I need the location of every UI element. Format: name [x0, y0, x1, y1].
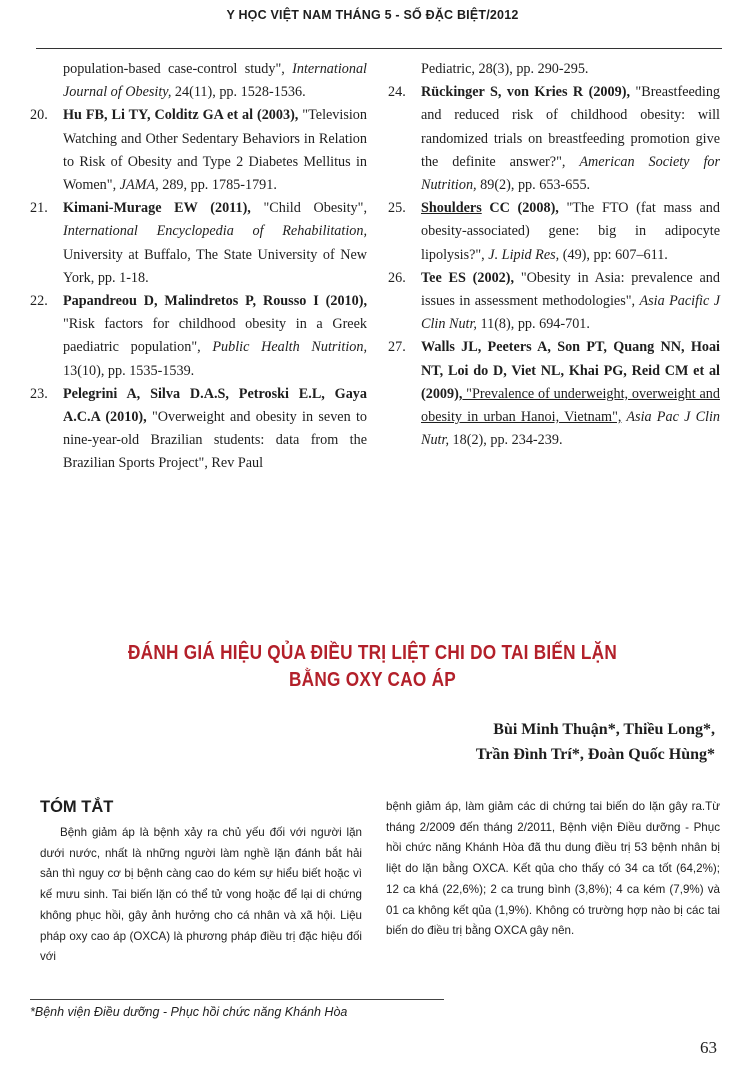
reference-number: 24.: [388, 84, 406, 101]
reference-item: 23. Pelegrini A, Silva D.A.S, Petroski E.L, Gaya A.C.A (2010), "Overweight and obesity in seven to nine-year-old Brazilian students: data from the Brazilian Sports Project", Rev Paul: [30, 383, 367, 476]
abstract-left-column: [40, 795, 362, 968]
footnote-divider: [30, 999, 444, 1000]
reference-number: 21.: [30, 200, 48, 217]
header-divider: [36, 48, 722, 49]
article-title: ĐÁNH GIÁ HIỆU QỦA ĐIỀU TRỊ LIỆT CHI DO TAI BIẾN LẶN BẰNG OXY CAO ÁP: [127, 642, 618, 691]
references-left-column: [30, 58, 367, 476]
reference-item: 20. Hu FB, Li TY, Colditz GA et al (2003), "Television Watching and Other Sedentary Behaviors in Relation to Risk of Obesity and Type 2 Diabetes Mellitus in Women", JAMA, 289, pp. 1785-1791.: [30, 104, 367, 197]
reference-item: 24. Rückinger S, von Kries R (2009), "Breastfeeding and reduced risk of childhood obesity: will randomized trials on breastfeeding promotion give the definite answer?", American Society for Nutrition, 89(2), pp. 653-655.: [388, 81, 720, 197]
reference-number: 26.: [388, 269, 406, 286]
reference-item: 22. Papandreou D, Malindretos P, Rousso I (2010), "Risk factors for childhood obesity in a Greek paediatric population", Public Health Nutrition, 13(10), pp. 1535-1539.: [30, 290, 367, 383]
references-right-column: [388, 58, 720, 452]
reference-item: Pediatric, 28(3), pp. 290-295.: [421, 61, 589, 77]
reference-item: 27. Walls JL, Peeters A, Son PT, Quang NN, Hoai NT, Loi do D, Viet NL, Khai PG, Reid CM et al (2009), "Prevalence of underweight, overweight and obesity in urban Hanoi, Vietnam", Asia Pac J Clin Nutr, 18(2), pp. 234-239.: [388, 336, 720, 452]
page-number: 63: [700, 1038, 717, 1057]
article-authors: Bùi Minh Thuận*, Thiều Long*, Trần Đình Trí*, Đoàn Quốc Hùng*: [475, 721, 715, 763]
affiliation-footnote: *Bệnh viện Điều dưỡng - Phục hồi chức năng Khánh Hòa: [30, 1005, 348, 1019]
reference-number: 25.: [388, 200, 406, 217]
abstract-heading: TÓM TẮT: [40, 798, 114, 816]
abstract-text: Bệnh giảm áp là bệnh xảy ra chủ yếu đối với người lặn dưới nước, nhất là những người làm nghề lặn đánh bắt hải sản thì nguy cơ bị bệnh càng cao do kém sự hiểu biết hoặc vì kế mưu sinh. Tai biến lặn có thể tử vong hoặc để lại di chứng không phục hồi, gây ảnh hưởng cho cá nhân và xã hội. Liệu pháp oxy cao áp (OXCA) là phương pháp điều trị đặc hiệu đối với: [40, 826, 362, 964]
reference-item: 21. Kimani-Murage EW (2011), "Child Obesity", International Encyclopedia of Rehabilitation, University at Buffalo, The State University of New York, pp. 1-18.: [30, 197, 367, 290]
abstract-right-column: [386, 797, 720, 942]
reference-item: 26. Tee ES (2002), "Obesity in Asia: prevalence and issues in assessment methodologies", Asia Pacific J Clin Nutr, 11(8), pp. 694-701.: [388, 267, 720, 337]
reference-item: population-based case-control study", International Journal of Obesity, 24(11), pp. 1528-1536.: [63, 61, 367, 101]
journal-header: Y HỌC VIỆT NAM THÁNG 5 - SỐ ĐẶC BIỆT/2012: [226, 8, 519, 22]
reference-number: 20.: [30, 107, 48, 124]
abstract-text: bệnh giảm áp, làm giảm các di chứng tai biến do lặn gây ra.Từ tháng 2/2009 đến tháng 2/2011, Bệnh viện Điều dưỡng - Phục hồi chức năng Khánh Hòa đã thu dung điều trị 53 bệnh nhân bị liệt do lặn bằng OXCA. Kết qủa cho thấy có 34 ca tốt (64,2%); 12 ca khá (22,6%); 2 ca trung bình (3,8%); 4 ca kém (7,9%) và 01 ca không kết qủa (1,9%). Không có trường hợp nào bị các tai biến do điều trị bằng OXCA gây nên.: [386, 800, 720, 938]
reference-number: 23.: [30, 385, 48, 402]
reference-item: 25. Shoulders CC (2008), "The FTO (fat mass and obesity-associated) gene: big in adipocyte lipolysis?", J. Lipid Res, (49), pp: 607–611.: [388, 197, 720, 267]
reference-number: 22.: [30, 293, 48, 310]
reference-number: 27.: [388, 339, 406, 356]
